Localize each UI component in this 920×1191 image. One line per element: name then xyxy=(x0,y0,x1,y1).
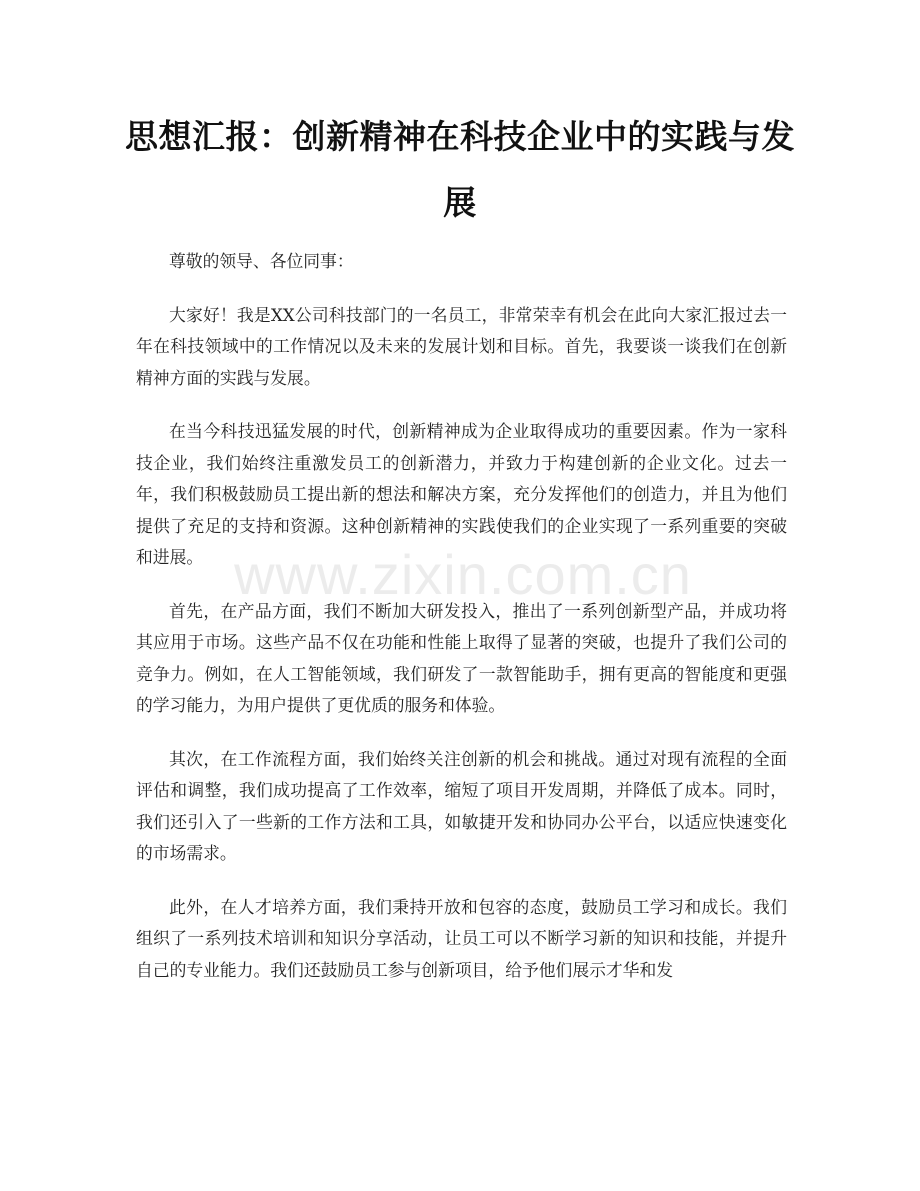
paragraph-3: 首先，在产品方面，我们不断加大研发投入，推出了一系列创新型产品，并成功将其应用于市场。这些产品不仅在功能和性能上取得了显著的突破，也提升了我们公司的竞争力。例如，在人工智能领域，我们研发了一款智能助手，拥有更高的智能度和更强的学习能力，为用户提供了更优质的服务和体验。 xyxy=(136,600,787,715)
paragraph-2: 在当今科技迅猛发展的时代，创新精神成为企业取得成功的重要因素。作为一家科技企业，我们始终注重激发员工的创新潜力，并致力于构建创新的企业文化。过去一年，我们积极鼓励员工提出新的想法和解决方案，充分发挥他们的创造力，并且为他们提供了充足的支持和资源。这种创新精神的实践使我们的企业实现了一系列重要的突破和进展。 xyxy=(136,421,787,567)
document-body xyxy=(136,246,787,1008)
document-title: 思想汇报：创新精神在科技企业中的实践与发展 xyxy=(125,117,795,222)
paragraph-4: 其次，在工作流程方面，我们始终关注创新的机会和挑战。通过对现有流程的全面评估和调整，我们成功提高了工作效率，缩短了项目开发周期，并降低了成本。同时，我们还引入了一些新的工作方法和工具，如敏捷开发和协同办公平台，以适应快速变化的市场需求。 xyxy=(136,748,787,863)
paragraph-5: 此外，在人才培养方面，我们秉持开放和包容的态度，鼓励员工学习和成长。我们组织了一系列技术培训和知识分享活动，让员工可以不断学习新的知识和技能，并提升自己的专业能力。我们还鼓励员工参与创新项目，给予他们展示才华和发 xyxy=(136,896,787,980)
paragraph-1: 大家好！我是XX公司科技部门的一名员工，非常荣幸有机会在此向大家汇报过去一年在科技领域中的工作情况以及未来的发展计划和目标。首先，我要谈一谈我们在创新精神方面的实践与发展。 xyxy=(136,304,787,388)
watermark: www.zixin.com.cn xyxy=(234,543,692,606)
salutation: 尊敬的领导、各位同事： xyxy=(169,251,354,271)
